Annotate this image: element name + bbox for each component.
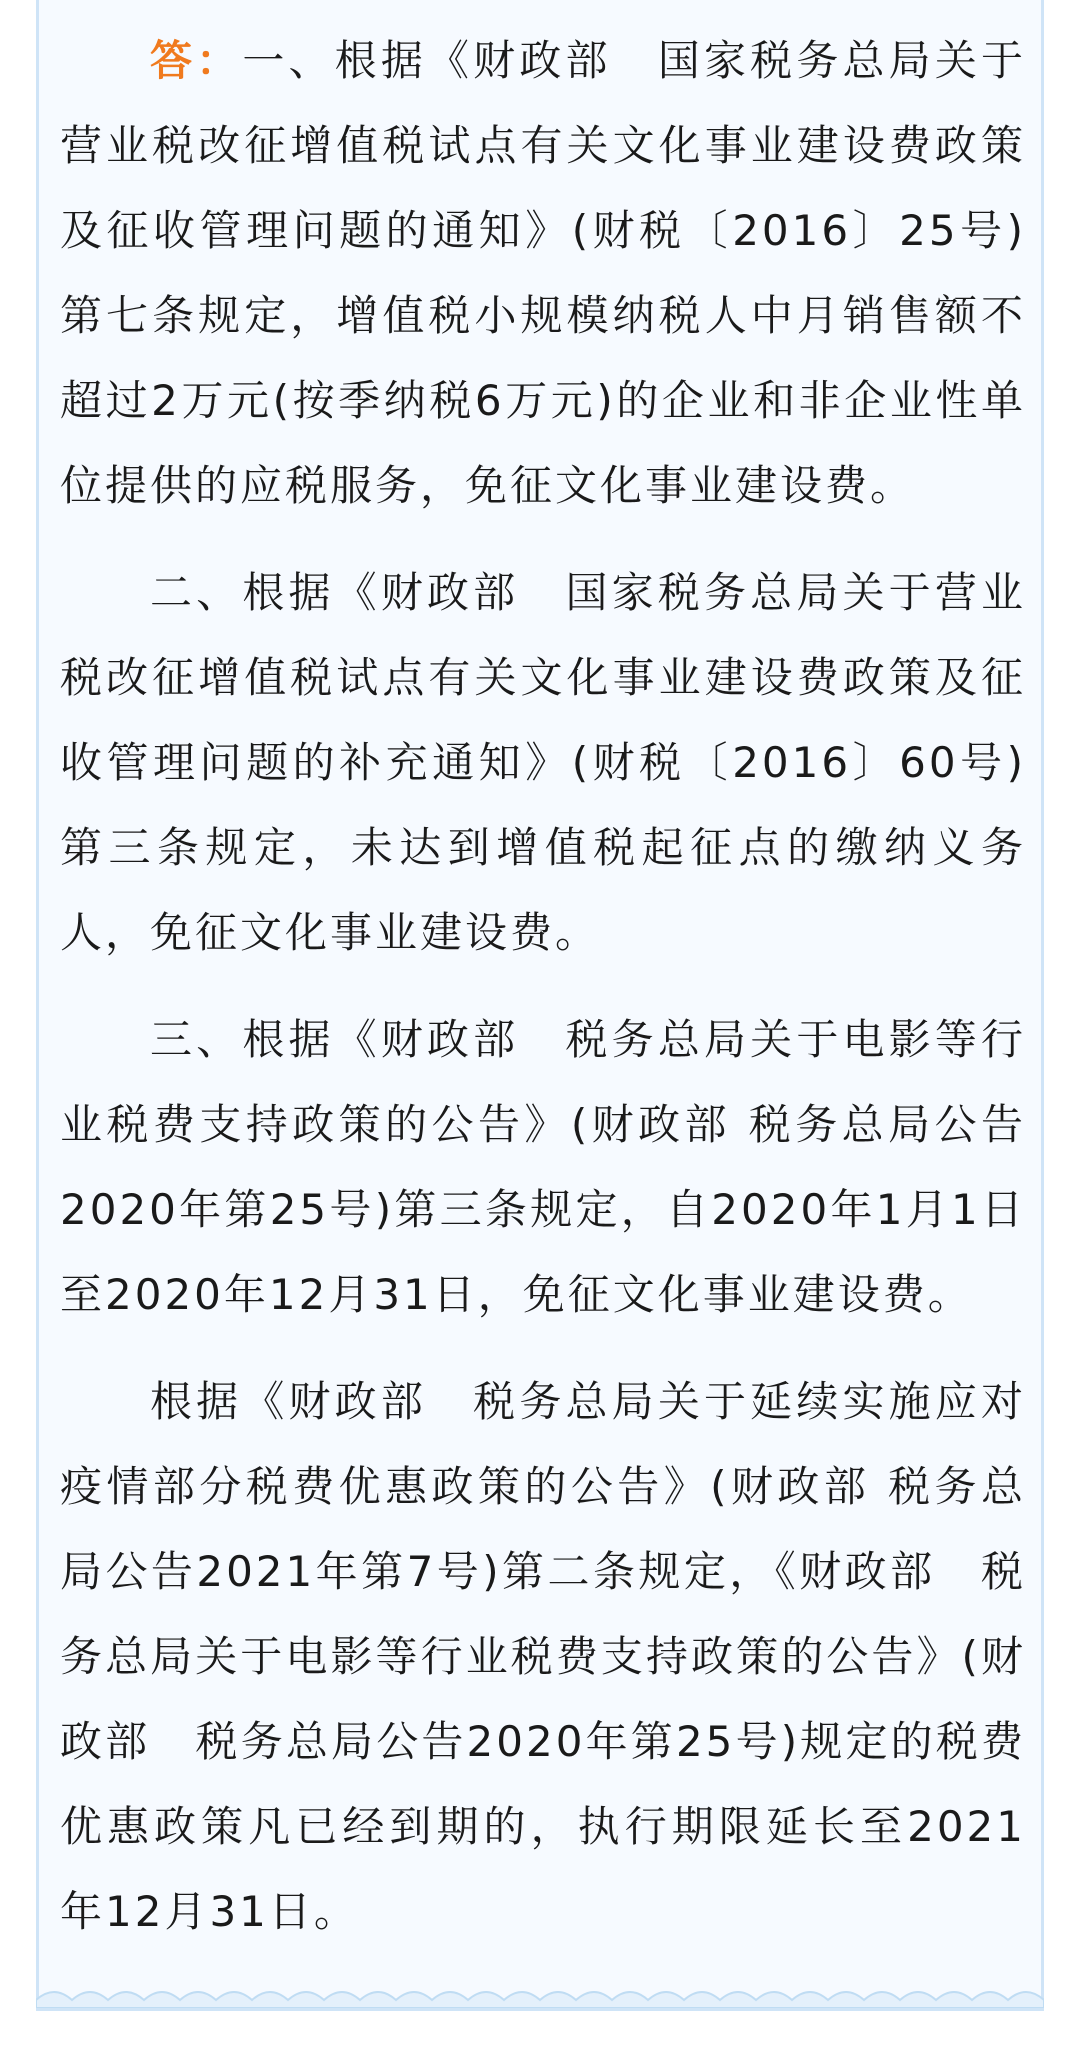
answer-paragraph-1-text: 一、根据《财政部 国家税务总局关于营业税改征增值税试点有关文化事业建设费政策及征收管理问题的通知》(财税〔2016〕25号)第七条规定，增值税小规模纳税人中月销售额不超过2万元(按季纳税6万元)的企业和非企业性单位提供的应税服务，免征文化事业建设费。: [60, 36, 1026, 510]
answer-paragraph-2: 二、根据《财政部 国家税务总局关于营业税改征增值税试点有关文化事业建设费政策及征收管理问题的补充通知》(财税〔2016〕60号)第三条规定，未达到增值税起征点的缴纳义务人，免征文化事业建设费。: [60, 568, 1026, 957]
wave-divider-icon: [36, 1970, 1044, 2010]
answer-label: 答：: [150, 36, 243, 85]
answer-paragraph-1: [60, 18, 1026, 528]
answer-content: [60, 18, 1026, 1976]
answer-paragraph-4: 根据《财政部 税务总局关于延续实施应对疫情部分税费优惠政策的公告》(财政部 税务总局公告2021年第7号)第二条规定，《财政部 税务总局关于电影等行业税费支持政策的公告》(财政部 税务总局公告2020年第25号)规定的税费优惠政策凡已经到期的，执行期限延长至2021年12月31日。: [60, 1377, 1026, 1936]
bottom-border: [36, 2008, 1044, 2011]
answer-paragraph-3: 三、根据《财政部 税务总局关于电影等行业税费支持政策的公告》(财政部 税务总局公告2020年第25号)第三条规定，自2020年1月1日至2020年12月31日，免征文化事业建设费。: [60, 1015, 1026, 1319]
